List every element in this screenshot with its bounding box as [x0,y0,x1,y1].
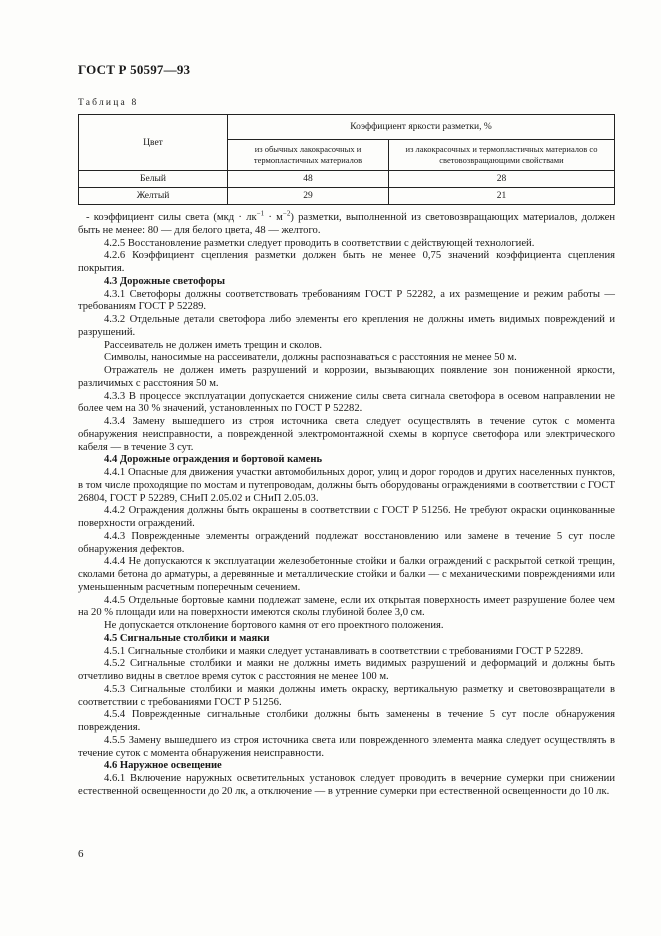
brightness-table [78,114,615,205]
section-heading-4-6: 4.6 Наружное освещение [104,760,222,772]
paragraph-4-5-2: 4.5.2 Сигнальные столбики и маяки не должны иметь видимых разрушений и деформаций и должны быть отчетливо видны в светлое время суток с расстояния не менее 100 м. [78,658,615,682]
paragraph-4-3-2-symbols: Символы, наносимые на рассеиватели, должны распознаваться с расстояния не менее 50 м. [104,352,517,364]
page-number: 6 [78,848,84,860]
section-heading-4-4: 4.4 Дорожные ограждения и бортовой камень [104,454,323,466]
paragraph-4-4-3: 4.4.3 Поврежденные элементы ограждений подлежат восстановлению или замене в течение 5 сут после обнаружения дефектов. [78,530,615,555]
paragraph-luminous-intensity: - коэффициент силы света $(мкд \cdot лк^{-1} \cdot м^{-2})$ разметки, выполненной из световозвращающих материалов, должен быть не менее: 80 — для белого цвета, 48 — желтого. [78,209,615,236]
cell-color: Белый [79,171,228,188]
column-header-color: Цвет [79,115,228,171]
section-heading-4-3: 4.3 Дорожные светофоры [104,275,226,287]
paragraph-4-5-3: 4.5.3 Сигнальные столбики и маяки должны иметь окраску, вертикальную разметку и световозвращатели в соответствии с требованиями ГОСТ Р 51256. [78,683,615,708]
paragraph-4-6-1: 4.6.1 Включение наружных осветительных установок следует проводить в вечерние сумерки при снижении естественной освещенности до 20 лк, а отключение — в утренние сумерки при естественной освещенности до 10 лк. [78,773,615,797]
paragraph-4-5-1: 4.5.1 Сигнальные столбики и маяки следует устанавливать в соответствии с требованиями ГОСТ Р 52289. [104,645,584,657]
document-page [78,62,615,799]
paragraph-4-2-6: 4.2.6 Коэффициент сцепления разметки должен быть не менее 0,75 значений коэффициента сцепления покрытия. [78,250,615,274]
document-body [78,209,615,799]
cell-value-a: 29 [228,188,389,205]
paragraph-4-3-4: 4.3.4 Замену вышедшего из строя источника света следует осуществлять в течение суток с момента обнаружения неисправности, а поврежденной электромонтажной схемы в корпусе светофора или электрического кабеля — в течение 3 сут. [78,416,615,453]
paragraph-4-4-1: 4.4.1 Опасные для движения участки автомобильных дорог, улиц и дорог городов и других населенных пунктов, в том числе проходящие по мостам и путепроводам, должны быть оборудованы ограждениями в соответствии с ГОСТ 26804, ГОСТ Р 52289, СНиП 2.05.02 и СНиП 2.05.03. [78,467,615,504]
paragraph-4-5-4: 4.5.4 Поврежденные сигнальные столбики должны быть заменены в течение 5 сут после обнаружения повреждения. [78,709,615,733]
paragraph-4-3-3: 4.3.3 В процессе эксплуатации допускается снижение силы света сигнала светофора в осевом направлении не более чем на 30 % значений, установленных по ГОСТ Р 52282. [78,390,615,415]
cell-value-b: 28 [388,171,614,188]
column-header-group: Коэффициент яркости разметки, % [228,115,615,140]
column-header-regular: из обычных лакокрасочных и термопластичных материалов [228,140,389,171]
column-header-retroreflective: из лакокрасочных и термопластичных материалов со световозвращающими свойствами [388,140,614,171]
cell-color: Желтый [79,188,228,205]
paragraph-4-5-5: 4.5.5 Замену вышедшего из строя источника света или поврежденного элемента маяка следует осуществлять в течение суток с момента обнаружения неисправности. [78,734,615,759]
table-row [79,188,615,205]
paragraph-4-4-2: 4.4.2 Ограждения должны быть окрашены в соответствии с ГОСТ Р 51256. Не требуют окраски оцинкованные поверхности ограждений. [78,505,615,529]
paragraph-4-3-2-diffuser: Рассеиватель не должен иметь трещин и сколов. [104,339,323,351]
table-caption: Таблица 8 [78,98,139,108]
paragraph-4-4-4: 4.4.4 Не допускаются к эксплуатации железобетонные стойки и балки ограждений с раскрытой сеткой трещин, сколами бетона до арматуры, а деревянные и металлические стойки и балки — с механическими повреждениями или уменьшенным расчетным поперечным сечением. [78,556,615,593]
paragraph-4-4-5: 4.4.5 Отдельные бортовые камни подлежат замене, если их открытая поверхность имеет разрушение более чем на 20 % площади или на поверхности имеются сколы глубиной более 3,0 см. [78,594,615,619]
paragraph-4-3-2: 4.3.2 Отдельные детали светофора либо элементы его крепления не должны иметь видимых повреждений и разрушений. [78,314,615,338]
paragraph-4-3-2-reflector: Отражатель не должен иметь разрушений и коррозии, вызывающих появление зон пониженной яркости, различимых с расстояния 50 м. [78,365,615,389]
section-heading-4-5: 4.5 Сигнальные столбики и маяки [104,632,270,644]
paragraph-4-4-5-deviation: Не допускается отклонение бортового камня от его проектного положения. [104,620,444,631]
table-row [79,171,615,188]
cell-value-b: 21 [388,188,614,205]
document-header: ГОСТ Р 50597—93 [78,62,191,77]
paragraph-4-3-1: 4.3.1 Светофоры должны соответствовать требованиям ГОСТ Р 52282, а их размещение и режим работы — требованиям ГОСТ Р 52289. [78,288,615,313]
cell-value-a: 48 [228,171,389,188]
paragraph-4-2-5: 4.2.5 Восстановление разметки следует проводить в соответствии с действующей технологией. [104,237,535,249]
